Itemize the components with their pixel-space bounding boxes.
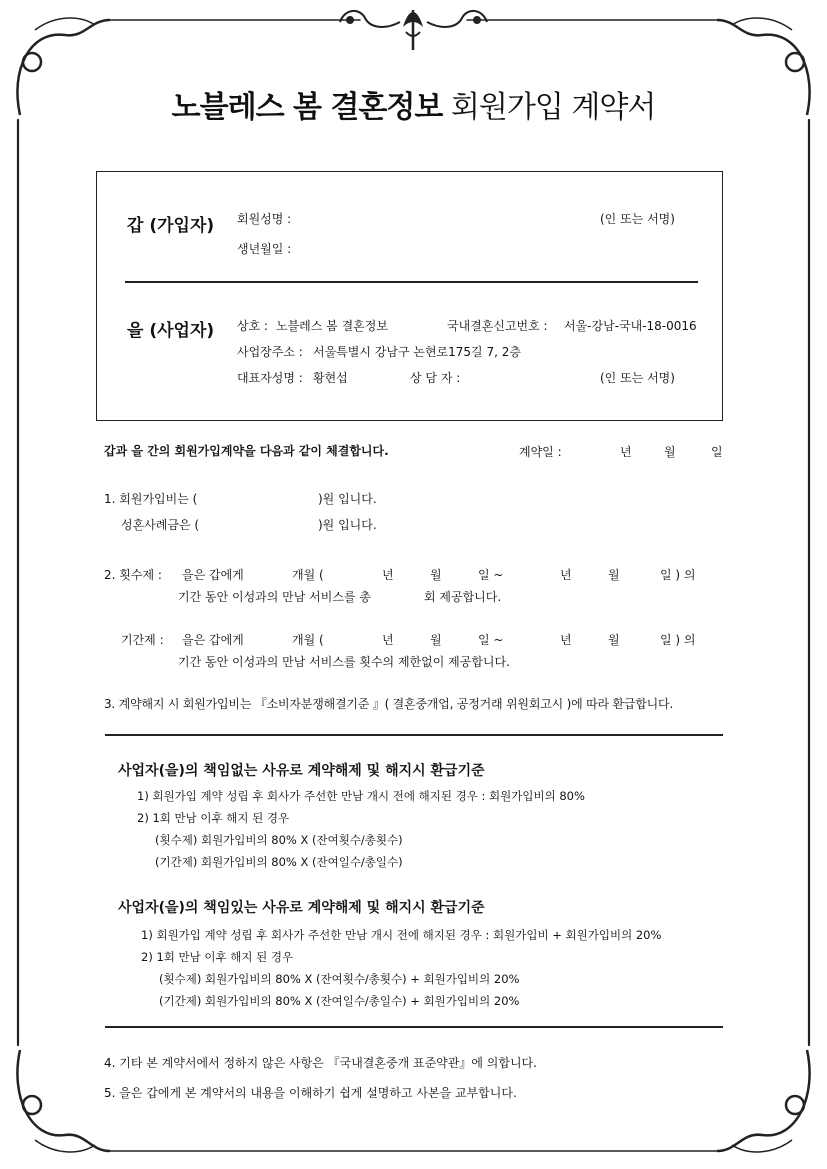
party-divider <box>125 281 698 283</box>
party-a-birth-label: 생년월일 : <box>237 242 292 256</box>
period-year2: 년 <box>560 633 572 647</box>
intro-text: 갑과 을 간의 회원가입계약을 다음과 같이 체결합니다. <box>104 444 389 458</box>
date-month: 월 <box>664 445 676 459</box>
party-a-label: 갑 (가입자) <box>127 216 215 236</box>
date-year: 년 <box>620 445 632 459</box>
refund-no-fault-item2b: (기간제) 회원가입비의 80% X (잔여일수/총일수) <box>155 855 403 869</box>
clause5: 5. 을은 갑에게 본 계약서의 내용을 이해하기 쉽게 설명하고 사본을 교부합니다. <box>104 1086 517 1100</box>
count-day-tilde: 일 ~ <box>478 568 504 582</box>
ceo-value: 황현섭 <box>313 371 348 385</box>
refund-fault-heading: 사업자(을)의 책임있는 사유로 계약해제 및 해지시 환급기준 <box>118 900 485 916</box>
ceo-label: 대표자성명 : <box>237 371 303 385</box>
period-month1: 월 <box>430 633 442 647</box>
refund-no-fault-item2: 2) 1회 만남 이후 해지 된 경우 <box>137 811 290 825</box>
party-b-label: 을 (사업자) <box>127 321 215 341</box>
count-year1: 년 <box>382 568 394 582</box>
count-line2-b: 회 제공합니다. <box>424 590 502 604</box>
count-a-gives: 을은 갑에게 <box>182 568 244 582</box>
title-light: 회원가입 계약서 <box>450 90 656 125</box>
refund-fault-item2: 2) 1회 만남 이후 해지 된 경우 <box>141 950 294 964</box>
period-year1: 년 <box>382 633 394 647</box>
manager-label: 상 담 자 : <box>410 371 461 385</box>
flourish-icon <box>340 10 487 50</box>
refund-bottom-divider <box>105 1026 723 1028</box>
refund-no-fault-item2a: (횟수제) 회원가입비의 80% X (잔여횟수/총횟수) <box>155 833 403 847</box>
reg-value: 서울-강남-국내-18-0016 <box>564 319 697 333</box>
party-a-name-label: 회원성명 : <box>237 212 292 226</box>
count-month1: 월 <box>430 568 442 582</box>
count-month2: 월 <box>608 568 620 582</box>
page-title <box>0 82 827 126</box>
party-a-seal: (인 또는 서명) <box>600 212 675 226</box>
party-b-seal: (인 또는 서명) <box>600 371 675 385</box>
refund-fault-item1: 1) 회원가입 계약 성립 후 회사가 주선한 만남 개시 전에 해지된 경우 : 회원가입비 + 회원가입비의 20% <box>141 928 662 942</box>
period-day-end: 일 ) 의 <box>660 633 696 647</box>
count-year2: 년 <box>560 568 572 582</box>
clause4: 4. 기타 본 계약서에서 정하지 않은 사항은 『국내결혼중개 표준약관』에 의합니다. <box>104 1056 537 1070</box>
refund-fault-item2a: (횟수제) 회원가입비의 80% X (잔여횟수/총횟수) + 회원가입비의 20% <box>159 972 520 986</box>
count-line2-a: 기간 동안 이성과의 만남 서비스를 총 <box>178 590 371 604</box>
clause1-line1-prefix: 1. 회원가입비는 ( <box>104 492 198 506</box>
period-line2: 기간 동안 이성과의 만남 서비스를 횟수의 제한없이 제공합니다. <box>178 655 510 669</box>
date-day: 일 <box>711 445 723 459</box>
address-value: 서울특별시 강남구 논현로175길 7, 2층 <box>313 345 521 359</box>
contract-date-label: 계약일 : <box>519 445 562 459</box>
reg-label: 국내결혼신고번호 : <box>447 319 548 333</box>
address-label: 사업장주소 : <box>237 345 303 359</box>
clause1-line1-suffix: )원 입니다. <box>318 492 377 506</box>
period-months: 개월 ( <box>292 633 324 647</box>
refund-no-fault-item1: 1) 회원가입 계약 성립 후 회사가 주선한 만남 개시 전에 해지된 경우 : 회원가입비의 80% <box>137 789 585 803</box>
clause1-line2-prefix: 성혼사례금은 ( <box>121 518 200 532</box>
clause1-line2-suffix: )원 입니다. <box>318 518 377 532</box>
count-day-end: 일 ) 의 <box>660 568 696 582</box>
period-day-tilde: 일 ~ <box>478 633 504 647</box>
title-bold: 노블레스 봄 결혼정보 <box>171 90 443 125</box>
count-months: 개월 ( <box>292 568 324 582</box>
period-month2: 월 <box>608 633 620 647</box>
refund-no-fault-heading: 사업자(을)의 책임없는 사유로 계약해제 및 해지시 환급기준 <box>118 763 485 779</box>
refund-fault-item2b: (기간제) 회원가입비의 80% X (잔여일수/총일수) + 회원가입비의 20% <box>159 994 520 1008</box>
period-a-gives: 을은 갑에게 <box>182 633 244 647</box>
count-plan-label: 2. 횟수제 : <box>104 568 162 582</box>
refund-top-divider <box>105 734 723 736</box>
company-label: 상호 : <box>237 319 269 333</box>
clause3: 3. 계약해지 시 회원가입비는 『소비자분쟁해결기준 』( 결혼중개업, 공정거래 위원회고시 )에 따라 환급합니다. <box>104 697 674 711</box>
period-plan-label: 기간제 : <box>121 633 164 647</box>
company-value: 노블레스 봄 결혼정보 <box>276 319 388 333</box>
